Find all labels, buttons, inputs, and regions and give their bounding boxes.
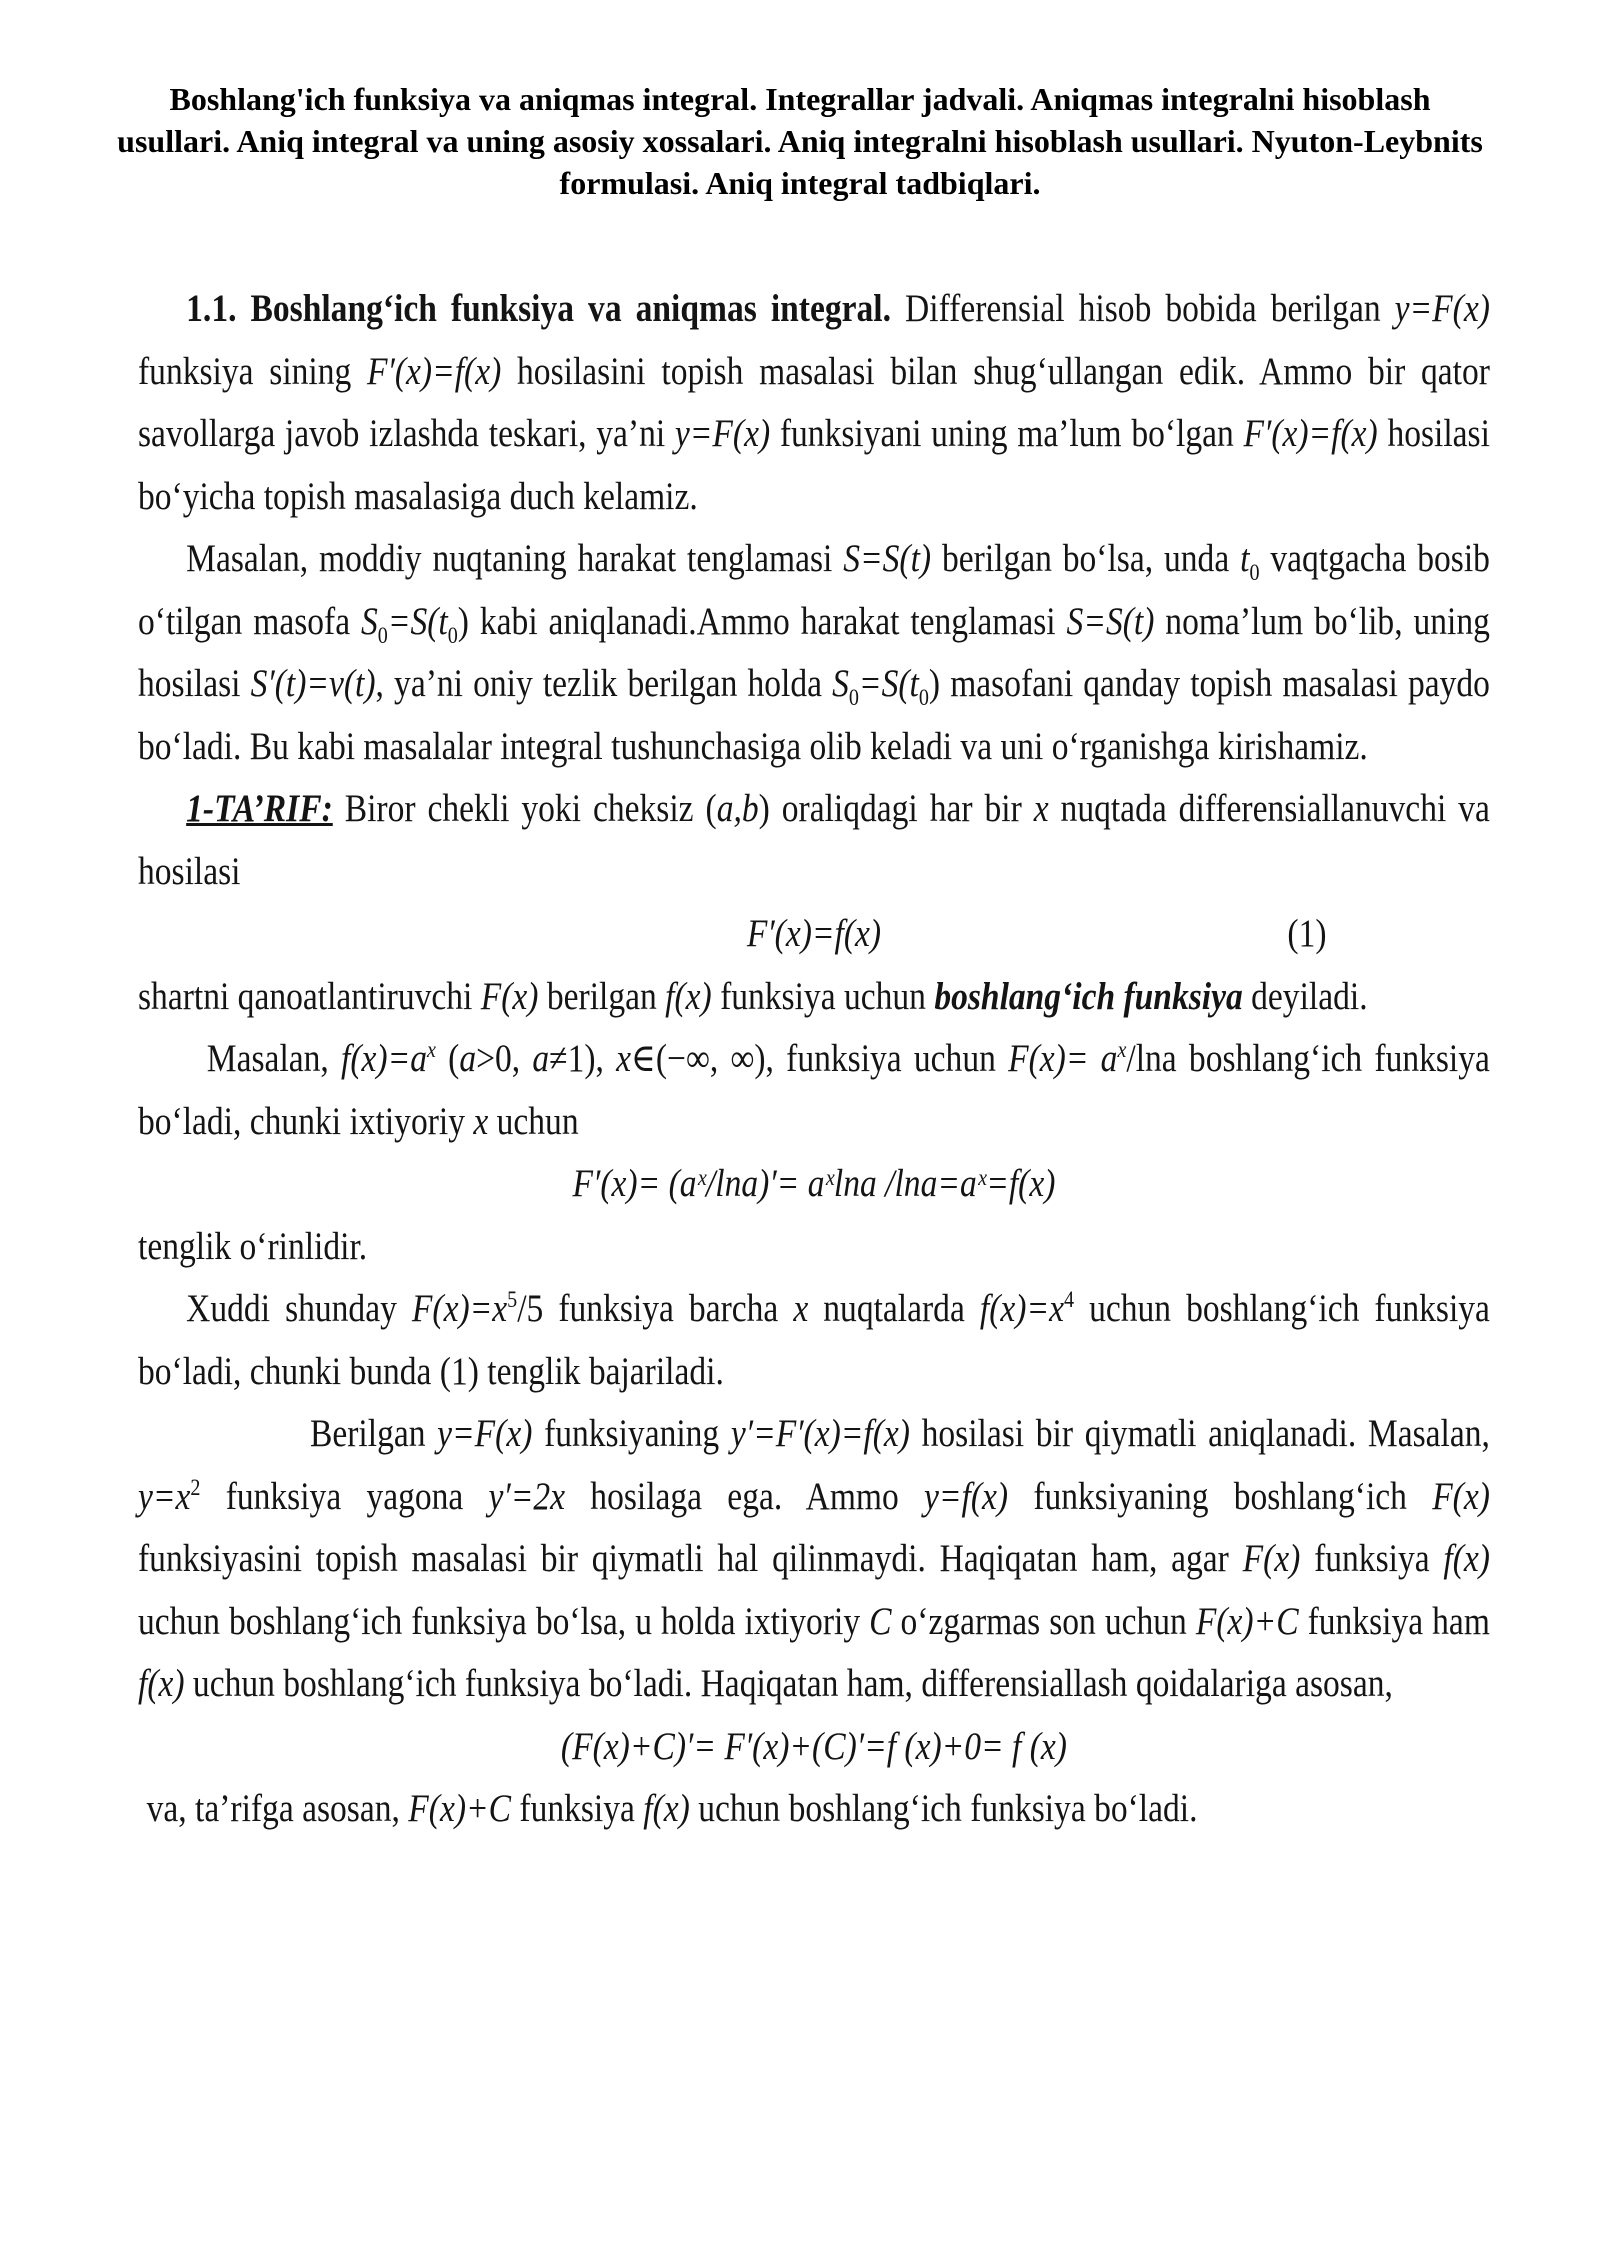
text: Masalan, moddiy nuqtaning harakat tenglamasi — [186, 537, 844, 580]
math: a,b — [716, 787, 759, 830]
text: ≠1), — [549, 1037, 617, 1080]
text: ) oraliqdagi har bir — [758, 787, 1034, 830]
math: x — [616, 1037, 632, 1080]
formula-expression: F′(x)=f(x) — [746, 912, 882, 955]
page-header — [110, 78, 1490, 204]
math: t — [1240, 537, 1250, 580]
definition-paragraph — [138, 778, 1490, 903]
math: =S(t — [387, 599, 448, 643]
text: nuqtada differensiallanuvchi va hosilasi — [138, 787, 1490, 893]
text: kabi aniqlanadi.Ammo harakat tenglamasi — [468, 599, 1067, 643]
paragraph-7 — [138, 1278, 1490, 1403]
superscript: x — [426, 1037, 436, 1063]
subscript: 0 — [1249, 559, 1260, 586]
text: Masalan, — [206, 1037, 342, 1080]
paragraph-1 — [138, 278, 1490, 528]
text: funksiya uchun — [711, 974, 935, 1018]
math: y=f(x) — [924, 1474, 1009, 1518]
text: tenglik o‘rinlidir. — [138, 1224, 368, 1268]
math: y=F(x) — [674, 412, 771, 455]
math: F(x)+C — [1195, 1599, 1299, 1643]
math: x — [793, 1287, 809, 1330]
text: Xuddi shunday — [186, 1287, 412, 1330]
paragraph-5 — [138, 1028, 1490, 1153]
math: S — [361, 599, 378, 643]
text: vaqtgacha bosib o‘tilgan masofa — [138, 537, 1490, 643]
formula-3 — [138, 1716, 1490, 1779]
subscript: 0 — [848, 684, 859, 711]
math: F(x) — [1432, 1474, 1490, 1518]
text: berilgan bo‘lsa, unda — [931, 537, 1241, 580]
paragraph-9 — [138, 1778, 1490, 1841]
math: F(x)= a — [1008, 1037, 1118, 1080]
text: shartni qanoatlantiruvchi — [138, 974, 481, 1018]
math: y′=F′(x)=f(x) — [730, 1412, 910, 1455]
math: S′(t)=v(t) — [250, 662, 376, 705]
formula-number: (1) — [1287, 912, 1327, 955]
text: uchun boshlang‘ich funksiya bo‘lsa, u holda ixtiyoriy — [138, 1599, 870, 1643]
text: funksiya ham — [1298, 1599, 1490, 1643]
math: y′=2x — [488, 1474, 566, 1518]
text: funksiya — [511, 1787, 644, 1830]
text: , ya’ni oniy tezlik berilgan holda — [375, 662, 833, 705]
text: nuqtalarda — [808, 1287, 980, 1330]
text: hosilasi bo‘yicha topish masalasiga duch kelamiz. — [138, 412, 1490, 518]
paragraph-4 — [138, 966, 1490, 1029]
math: F(x)=x — [411, 1287, 508, 1330]
math: f(x) — [665, 974, 712, 1018]
math: f(x)=a — [341, 1037, 427, 1080]
section-heading: 1.1. Boshlang‘ich funksiya va aniqmas integral. — [186, 287, 891, 330]
text: va, ta’rifga asosan, — [146, 1787, 409, 1830]
superscript: 5 — [507, 1287, 518, 1313]
math: S=S(t) — [843, 537, 932, 580]
math: S — [832, 662, 849, 705]
term-emphasis: boshlang‘ich funksiya — [934, 974, 1243, 1018]
text: uchun boshlang‘ich funksiya bo‘ladi. — [689, 1787, 1198, 1830]
subscript: 0 — [447, 622, 458, 649]
text: uchun boshlang‘ich funksiya bo‘ladi. Haqiqatan ham, differensiallash qoidalariga asosan, — [184, 1662, 1393, 1705]
text: funksiyaning — [532, 1412, 731, 1455]
superscript: 2 — [190, 1474, 201, 1501]
math: f(x) — [138, 1662, 185, 1705]
math: F(x) — [1242, 1537, 1301, 1580]
subscript: 0 — [918, 684, 929, 711]
math: x — [1033, 787, 1049, 830]
superscript: x — [1117, 1037, 1127, 1063]
math: y=F(x) — [1394, 287, 1490, 330]
math: a — [532, 1037, 550, 1080]
header-title: Boshlang'ich funksiya va aniqmas integral. Integrallar jadvali. Aniqmas integralni hisoblash usullari. Aniq integral va uning asosiy xossalari. Aniq integralni hisoblash usullari. Nyuton-Leybnits formulasi. Aniq integral tadbiqlari. — [117, 81, 1483, 201]
text: o‘zgarmas son uchun — [891, 1599, 1196, 1643]
formula-2 — [138, 1153, 1490, 1216]
paragraph-6 — [138, 1216, 1490, 1279]
math: y=F(x) — [437, 1412, 533, 1455]
text: noma’lum bo‘lib, uning hosilasi — [138, 599, 1490, 705]
text: funksiyaning boshlang‘ich — [1008, 1474, 1433, 1518]
text: ∈(−∞, ∞), funksiya uchun — [631, 1037, 1009, 1080]
document-body — [138, 278, 1490, 1841]
superscript: 4 — [1063, 1287, 1075, 1313]
paragraph-2 — [138, 528, 1490, 778]
text: hosilasi bir qiymatli aniqlanadi. Masalan, — [909, 1412, 1490, 1455]
text: ( — [435, 1037, 460, 1080]
text: Berilgan — [310, 1412, 438, 1455]
math: =S(t — [858, 662, 919, 705]
text: Biror chekli yoki cheksiz ( — [332, 787, 717, 830]
definition-label: 1-TA’RIF: — [186, 787, 333, 830]
math: y=x — [138, 1474, 191, 1518]
text: hosilasini topish masalasi bilan shug‘ullangan edik. Ammo bir qator savollarga javob izlashda teskari, ya’ni — [138, 349, 1490, 455]
math: f(x) — [643, 1787, 690, 1830]
formula-expression: (F(x)+C)′= F′(x)+(C)′=f (x)+0= f (x) — [560, 1724, 1067, 1768]
math: a — [459, 1037, 477, 1080]
math: x — [473, 1099, 489, 1143]
text: /5 funksiya barcha — [517, 1287, 794, 1330]
text: berilgan — [538, 974, 666, 1018]
paragraph-8 — [138, 1403, 1490, 1716]
text: >0, — [476, 1037, 533, 1080]
text: funksiya — [1300, 1537, 1444, 1580]
text: funksiyani uning ma’lum bo‘lgan — [770, 412, 1244, 455]
math: F(x)+C — [408, 1787, 512, 1830]
text: uchun boshlang‘ich funksiya bo‘ladi, chunki bunda (1) tenglik bajariladi. — [138, 1287, 1490, 1393]
math: F′(x)=f(x) — [367, 349, 502, 393]
math: C — [869, 1599, 892, 1643]
math: S=S(t) — [1066, 599, 1155, 643]
text: deyiladi. — [1242, 974, 1368, 1018]
formula-1 — [138, 903, 1490, 966]
text: funksiya sining — [138, 349, 368, 393]
math: ) — [457, 599, 469, 643]
math: F(x) — [480, 974, 539, 1018]
text: Differensial hisob bobida berilgan — [890, 287, 1395, 330]
formula-expression: F′(x)= (aˣ/lna)′= aˣlna /lna=aˣ=f(x) — [572, 1162, 1056, 1205]
math: f(x)=x — [979, 1287, 1064, 1330]
math: ) — [928, 662, 941, 705]
math: f(x) — [1443, 1537, 1490, 1580]
text: funksiyasini topish masalasi bir qiymatli hal qilinmaydi. Haqiqatan ham, agar — [138, 1537, 1243, 1580]
math: F′(x)=f(x) — [1243, 412, 1378, 455]
text: hosilaga ega. Ammo — [565, 1474, 925, 1518]
subscript: 0 — [377, 622, 388, 649]
text: uchun — [488, 1099, 579, 1143]
text: /lna boshlang‘ich funksiya bo‘ladi, chunki ixtiyoriy — [138, 1037, 1490, 1143]
text: masofani qanday topish masalasi paydo bo‘ladi. Bu kabi masalalar integral tushunchasiga olib keladi va uni o‘rganishga kirishamiz. — [138, 662, 1490, 768]
text: funksiya yagona — [200, 1474, 489, 1518]
